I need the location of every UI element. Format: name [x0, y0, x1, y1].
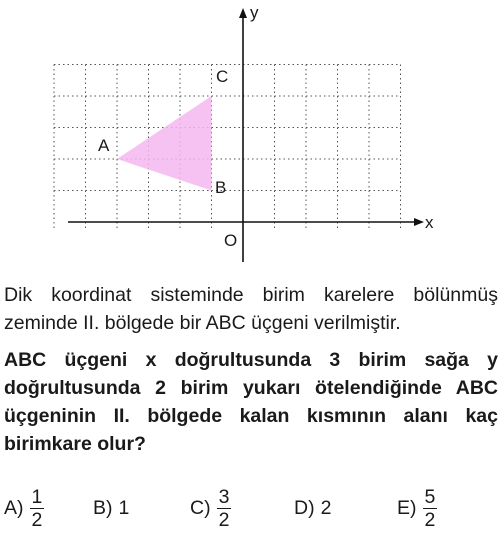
answer-choices: [0, 482, 504, 534]
numerator: 5: [424, 485, 436, 508]
vertex-label-a: A: [98, 136, 110, 155]
choice-c[interactable]: [190, 482, 231, 534]
choice-letter: E): [397, 496, 417, 519]
x-axis-arrow-icon: [414, 218, 424, 226]
vertex-label-b: B: [215, 178, 227, 197]
choice-b[interactable]: [93, 482, 129, 534]
origin-label: O: [224, 231, 238, 250]
triangle-abc: [117, 96, 212, 191]
question-paragraph: ABC üçgeni x doğrultusunda 3 birim sağa y doğrultusunda 2 birim yukarı ötelendiğinde ABC üçgeninin II. bölgede kalan kısmının alanı kaç birimkare olur?: [4, 349, 498, 455]
y-axis-arrow-icon: [239, 8, 247, 18]
choice-d[interactable]: [294, 482, 331, 534]
choice-e[interactable]: [397, 482, 437, 534]
choice-letter: C): [190, 496, 211, 519]
x-axis-label: x: [425, 213, 434, 232]
choice-letter: B): [93, 496, 113, 519]
denominator: 2: [218, 508, 230, 531]
choice-a[interactable]: [4, 482, 44, 534]
fraction: [423, 486, 438, 531]
intro-paragraph: Dik koordinat sisteminde birim karelere bölünmüş zeminde II. bölgede bir ABC üçgeni verilmiştir.: [4, 284, 498, 334]
choice-value: 2: [320, 496, 332, 519]
numerator: 3: [218, 485, 230, 508]
y-axis-label: y: [250, 3, 259, 22]
vertex-label-c: C: [216, 67, 229, 86]
denominator: 2: [424, 508, 436, 531]
choice-letter: D): [294, 496, 315, 519]
fraction: [217, 486, 232, 531]
choice-value: 1: [118, 496, 130, 519]
numerator: 1: [31, 485, 43, 508]
denominator: 2: [31, 508, 43, 531]
choice-letter: A): [4, 496, 24, 519]
fraction: [30, 486, 45, 531]
